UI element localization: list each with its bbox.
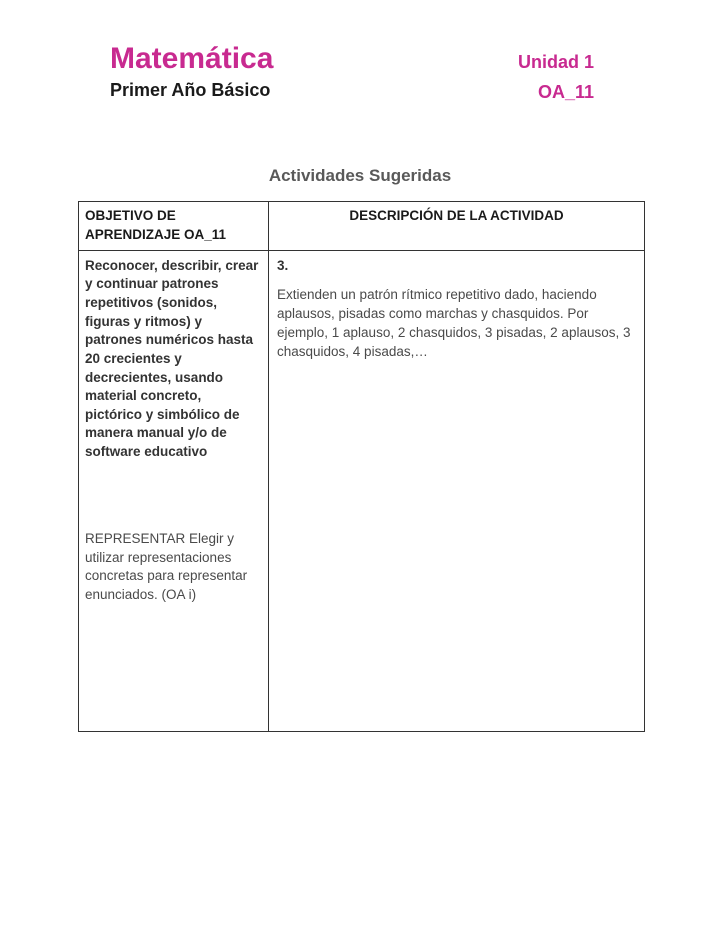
oa-code-label: OA_11 bbox=[537, 82, 594, 102]
subject-title: Matemática bbox=[110, 42, 274, 75]
table-row bbox=[79, 250, 645, 731]
grade-subtitle: Primer Año Básico bbox=[110, 79, 271, 100]
header-left bbox=[110, 42, 273, 101]
activity-number: 3. bbox=[277, 257, 289, 273]
section-title: Actividades Sugeridas bbox=[268, 166, 452, 185]
objective-representar-text: REPRESENTAR Elegir y utilizar representaciones concretas para representar enunciados. (OA i) bbox=[85, 530, 248, 603]
header-right bbox=[518, 52, 594, 103]
activities-table bbox=[78, 201, 645, 732]
unit-label: Unidad 1 bbox=[517, 52, 594, 72]
activity-description: Extienden un patrón rítmico repetitivo dado, haciendo aplausos, pisadas como marchas y chasquidos. Por ejemplo, 1 aplauso, 2 chasquidos, 3 pisadas, 2 aplausos, 3 chasquidos, 4 pisadas,… bbox=[277, 286, 631, 360]
table-header-row bbox=[79, 202, 645, 251]
activity-cell bbox=[269, 250, 645, 731]
objective-column-header: OBJETIVO DE APRENDIZAJE OA_11 bbox=[79, 202, 269, 251]
objective-cell bbox=[79, 250, 269, 731]
activity-column-header: DESCRIPCIÓN DE LA ACTIVIDAD bbox=[269, 202, 645, 251]
objective-main-text: Reconocer, describir, crear y continuar patrones repetitivos (sonidos, figuras y ritmos) y patrones numéricos hasta 20 crecientes y decrecientes, usando material concreto, pictórico y simbólico de manera manual y/o de software educativo bbox=[85, 257, 259, 460]
